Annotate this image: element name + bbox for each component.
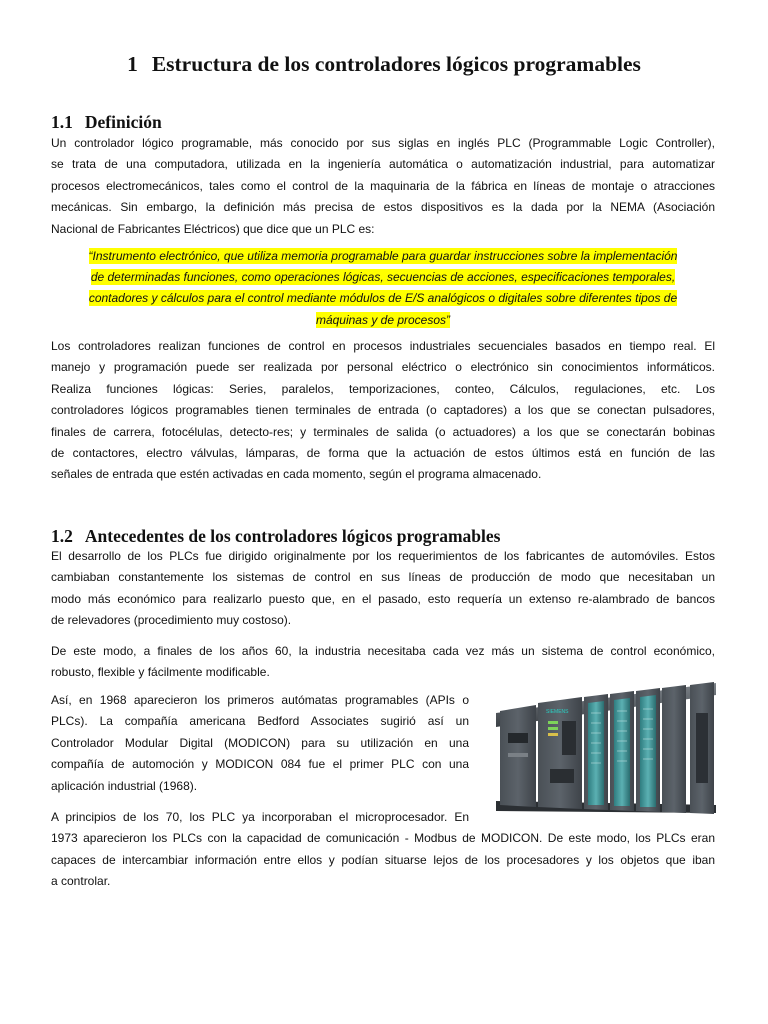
nema-quote xyxy=(51,246,715,331)
highlighted-text: máquinas y de procesos” xyxy=(315,312,451,327)
text-line: Un controlador lógico programable, más conocido por sus siglas en inglés PLC (Programmable Logic Controller), xyxy=(51,136,715,150)
text-line: compañía de automoción y MODICON 084 fue el primer PLC con una xyxy=(51,757,469,772)
section-heading-definicion xyxy=(51,112,162,133)
text-line: A principios de los 70, los PLC ya incorporaban el microprocesador. En xyxy=(51,810,469,824)
text-line: Realiza funciones lógicas: Series, paralelos, temporizaciones, conteo, Cálculos, regulaciones, etc. Los xyxy=(51,381,715,396)
brand-label: SIEMENS xyxy=(546,709,569,715)
section-number: 1.2 xyxy=(51,526,73,546)
section-number: 1.1 xyxy=(51,112,73,132)
section-title: Definición xyxy=(84,112,162,132)
section-title: Antecedentes de los controladores lógicos programables xyxy=(84,526,501,546)
text-line: finales de carrera, fotocélulas, detecto-res; y terminales de salida (o actuadores) a los que se conectarán bobinas xyxy=(51,424,715,439)
highlighted-text: de determinadas funciones, como operaciones lógicas, secuencias de acciones, especificaciones temporales, xyxy=(90,270,676,285)
text-line: procesos electromecánicos, tales como el control de la maquinaria de la fábrica en líneas de montaje o atracciones xyxy=(51,178,715,193)
text-line: El desarrollo de los PLCs fue dirigido originalmente por los requerimientos de los fabricantes de automóviles. Estos xyxy=(51,549,715,563)
text-line: manejo y programación puede ser realizada por personal eléctrico o electrónico sin conocimientos informáticos. xyxy=(51,360,715,375)
history-paragraph-1 xyxy=(51,546,715,632)
text-line: Controlador Modular Digital (MODICON) para su utilización en una xyxy=(51,735,469,750)
text-line: cambiaban constantemente los sistemas de control en sus líneas de producción de modo que necesitaban un xyxy=(51,570,715,585)
highlighted-text: contadores y cálculos para el control mediante módulos de E/S analógicos o digitales sobre diferentes tipos de xyxy=(88,291,678,306)
text-line: a controlar. xyxy=(51,874,111,889)
text-line: se trata de una computadora, utilizada en la ingeniería automática o automatización industrial, para automatizar xyxy=(51,157,715,172)
history-paragraph-3 xyxy=(51,690,469,797)
controllers-paragraph xyxy=(51,336,715,486)
text-line: señales de entrada que estén activadas en cada momento, según el programa almacenado. xyxy=(51,467,542,482)
text-line: De este modo, a finales de los años 60, la industria necesitaba cada vez más un sistema de control económico, xyxy=(51,644,715,658)
plc-photo xyxy=(496,673,718,821)
title-number: 1 xyxy=(127,52,138,76)
text-line: robusto, flexible y fácilmente modificable. xyxy=(51,665,270,680)
text-line: Nacional de Fabricantes Eléctricos) que dice que un PLC es: xyxy=(51,221,375,236)
text-line: PLCs). La compañía americana Bedford Associates sugirió así un xyxy=(51,714,469,729)
text-line: Así, en 1968 aparecieron los primeros autómatas programables (APIs o xyxy=(51,693,469,707)
text-line: Los controladores realizan funciones de control en procesos industriales secuenciales basados en tiempo real. El xyxy=(51,339,715,353)
highlighted-text: “Instrumento electrónico, que utiliza memoria programable para guardar instrucciones sobre la implementación xyxy=(88,249,678,263)
section-heading-antecedentes xyxy=(51,526,500,547)
definition-paragraph xyxy=(51,133,715,240)
page-title xyxy=(50,52,718,77)
text-line: capaces de intercambiar información entre ellos y podían situarse lejos de los procesadores y los objetos que iban xyxy=(51,852,715,867)
text-line: de relevadores (procedimiento muy costoso). xyxy=(51,613,292,628)
text-line: 1973 aparecieron los PLCs con la capacidad de comunicación - Modbus de MODICON. De este modo, los PLCs eran xyxy=(51,831,715,846)
text-line: de contactores, electro válvulas, lámparas, de forma que la actuación de estos últimos está en función de las xyxy=(51,445,715,460)
plc-rack-illustration xyxy=(496,673,718,821)
text-line: aplicación industrial (1968). xyxy=(51,778,198,793)
text-line: mecánicas. Sin embargo, la definición más precisa de estos dispositivos es la dada por la NEMA (Asociación xyxy=(51,200,715,215)
text-line: modo más económico para realizarlo puesto que, en el pasado, esto requería un extenso re-alambrado de bancos xyxy=(51,591,715,606)
title-text: Estructura de los controladores lógicos programables xyxy=(151,52,641,76)
text-line: controladores lógicos programables tienen terminales de entrada (o captadores) a los que se conectan pulsadores, xyxy=(51,403,715,418)
